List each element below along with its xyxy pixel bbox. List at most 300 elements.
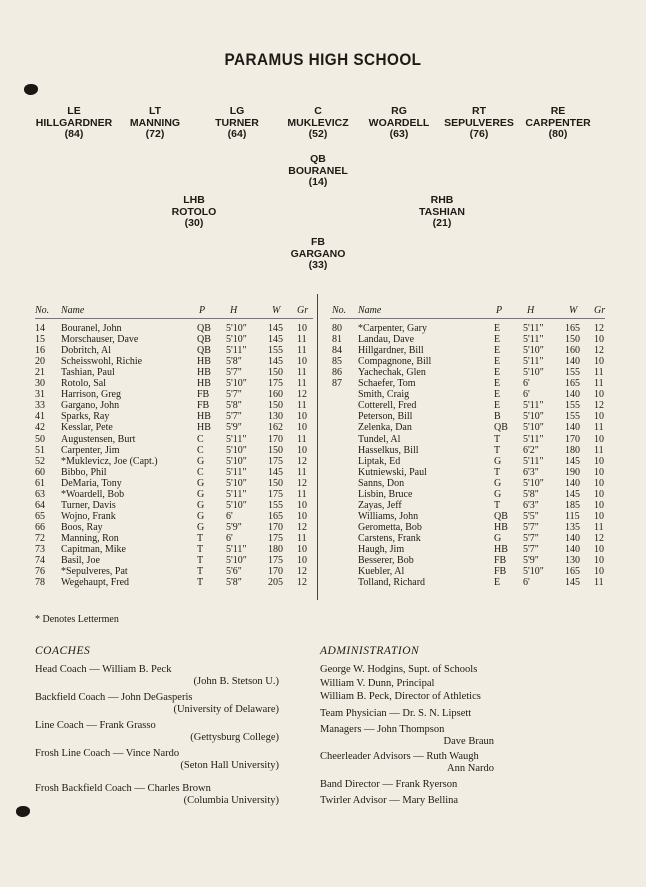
player-weight: 180	[268, 544, 283, 555]
administration-title: ADMINISTRATION	[320, 645, 420, 657]
position-label: RG	[391, 105, 407, 117]
player-name: Yachechak, Glen	[358, 367, 426, 379]
player-name: Cotterell, Fred	[358, 400, 417, 412]
player-position: HB	[197, 411, 211, 423]
player-name: Bouranel, John	[61, 323, 122, 334]
player-number: 86	[332, 367, 342, 379]
player-name: Wegehaupt, Fred	[61, 577, 130, 589]
player-position: G	[494, 532, 502, 544]
player-height: 5'10"	[523, 367, 544, 379]
player-number: 84	[332, 345, 342, 357]
lineup-fb	[270, 237, 366, 272]
player-position: HB	[197, 422, 211, 434]
header-h: H	[230, 305, 238, 316]
player-name: Boos, Ray	[61, 521, 103, 533]
binder-hole-top	[24, 84, 38, 95]
header-p: P	[496, 305, 503, 316]
player-weight: 155	[565, 400, 580, 412]
player-grade: 12	[297, 577, 307, 589]
player-grade: 10	[297, 444, 307, 456]
player-grade: 10	[594, 334, 604, 346]
player-grade: 10	[594, 433, 604, 445]
player-height: 6'	[523, 577, 530, 589]
player-grade: 12	[594, 400, 604, 412]
player-name: Gerometta, Bob	[358, 521, 422, 533]
lineup-rhb	[394, 195, 490, 230]
player-position: FB	[197, 389, 210, 401]
player-name: Kesslar, Pete	[61, 422, 113, 434]
player-height: 5'10"	[523, 411, 544, 423]
position-label: RE	[550, 105, 566, 117]
player-height: 5'7"	[226, 411, 242, 423]
player-name: Basil, Joe	[61, 555, 100, 567]
player-number: 78	[35, 577, 45, 589]
player-grade: 10	[594, 356, 604, 368]
player-number: (33)	[308, 259, 328, 271]
player-position: G	[494, 455, 502, 467]
player-number: (14)	[308, 176, 328, 188]
player-position: C	[197, 433, 204, 445]
player-name: Tolland, Richard	[358, 577, 426, 589]
player-name: Liptak, Ed	[358, 455, 401, 467]
player-height: 6'3"	[523, 499, 539, 511]
player-weight: 140	[565, 544, 580, 555]
player-grade: 11	[297, 345, 307, 357]
player-grade: 12	[297, 566, 307, 578]
coach-line: Head Coach — William B. Peck	[35, 664, 172, 675]
player-grade: 11	[594, 444, 604, 456]
player-number: 20	[35, 356, 45, 368]
player-grade: 11	[594, 378, 604, 390]
player-number: 81	[332, 334, 342, 346]
player-grade: 11	[297, 367, 307, 379]
player-height: 5'10"	[226, 323, 247, 334]
admin-sub: Dave Braun	[443, 736, 494, 747]
player-grade: 11	[297, 433, 307, 445]
player-weight: 145	[268, 334, 283, 346]
player-height: 5'11"	[523, 400, 544, 412]
header-name: Name	[61, 305, 85, 316]
player-number: (80)	[548, 128, 568, 140]
player-name: Wojno, Frank	[61, 510, 116, 522]
player-name: CARPENTER	[525, 116, 591, 129]
player-number: 73	[35, 544, 45, 555]
player-position: G	[197, 488, 205, 500]
player-height: 5'10"	[226, 555, 247, 567]
player-grade: 10	[594, 477, 604, 489]
player-weight: 130	[565, 555, 580, 567]
player-height: 5'10"	[226, 499, 247, 511]
player-grade: 10	[297, 411, 307, 423]
player-name: *Muklevicz, Joe (Capt.)	[61, 455, 158, 467]
player-height: 5'10"	[523, 345, 544, 357]
player-weight: 140	[565, 356, 580, 368]
player-weight: 115	[565, 510, 580, 522]
player-name: Sanns, Don	[358, 477, 405, 489]
header-w: W	[569, 305, 578, 316]
player-grade: 12	[594, 323, 604, 334]
player-weight: 175	[268, 455, 283, 467]
player-height: 5'7"	[523, 544, 539, 555]
player-name: *Sepulveres, Pat	[61, 566, 128, 578]
player-weight: 155	[268, 499, 283, 511]
player-grade: 10	[594, 488, 604, 500]
player-position: E	[494, 400, 501, 412]
player-position: E	[494, 367, 501, 379]
player-height: 5'11"	[523, 334, 544, 346]
player-height: 6'	[523, 378, 530, 390]
player-weight: 140	[565, 389, 580, 401]
player-grade: 10	[297, 544, 307, 555]
player-name: Gargano, John	[61, 400, 120, 412]
player-number: 63	[35, 488, 45, 500]
position-label: LE	[67, 105, 81, 117]
player-position: T	[197, 577, 204, 589]
player-grade: 11	[594, 367, 604, 379]
player-grade: 12	[594, 345, 604, 357]
player-number: (64)	[227, 128, 247, 140]
player-position: G	[197, 499, 205, 511]
player-name: Dobritch, Al	[61, 345, 111, 357]
player-position: T	[197, 555, 204, 567]
player-grade: 10	[297, 555, 307, 567]
player-name: Bibbo, Phil	[61, 466, 107, 478]
admin-line: Band Director — Frank Ryerson	[320, 779, 458, 790]
player-height: 5'8"	[523, 488, 539, 500]
player-weight: 175	[268, 488, 283, 500]
admin-line: William V. Dunn, Principal	[320, 678, 435, 689]
player-weight: 140	[565, 477, 580, 489]
player-position: HB	[197, 367, 211, 379]
player-weight: 150	[268, 477, 283, 489]
player-number: 16	[35, 345, 45, 357]
player-name: Morschauser, Dave	[61, 334, 139, 346]
player-name: Tashian, Paul	[61, 367, 115, 379]
player-weight: 150	[565, 334, 580, 346]
player-position: G	[494, 477, 502, 489]
player-height: 5'6"	[226, 566, 242, 578]
player-name: MUKLEVICZ	[287, 116, 349, 129]
player-number: 85	[332, 356, 342, 368]
player-height: 5'8"	[226, 577, 242, 589]
lineup-re	[510, 106, 606, 141]
player-weight: 190	[565, 466, 580, 478]
player-weight: 145	[268, 356, 283, 368]
player-weight: 175	[268, 378, 283, 390]
player-position: HB	[494, 544, 508, 555]
player-number: 31	[35, 389, 45, 401]
position-label: LHB	[183, 194, 205, 206]
player-grade: 11	[297, 334, 307, 346]
position-label: LT	[148, 105, 162, 117]
admin-line: Twirler Advisor — Mary Bellina	[320, 795, 459, 806]
player-position: G	[197, 510, 205, 522]
player-name: Smith, Craig	[358, 389, 410, 401]
admin-sub: Ann Nardo	[447, 763, 494, 774]
player-grade: 11	[594, 521, 604, 533]
player-number: (30)	[184, 217, 204, 229]
player-grade: 11	[594, 577, 604, 589]
admin-line: William B. Peck, Director of Athletics	[320, 691, 481, 702]
player-position: QB	[494, 422, 508, 434]
player-grade: 12	[594, 532, 604, 544]
player-weight: 170	[268, 433, 283, 445]
player-weight: 135	[565, 521, 580, 533]
player-name: *Carpenter, Gary	[358, 323, 428, 334]
player-position: E	[494, 356, 501, 368]
player-height: 5'10"	[226, 334, 247, 346]
coach-school: (Columbia University)	[183, 795, 279, 806]
player-position: QB	[494, 510, 508, 522]
letterman-note: * Denotes Lettermen	[35, 614, 119, 625]
player-weight: 175	[268, 555, 283, 567]
player-height: 5'10"	[226, 378, 247, 390]
header-rule-right	[330, 318, 605, 319]
player-grade: 12	[297, 477, 307, 489]
player-weight: 150	[268, 444, 283, 456]
player-weight: 170	[268, 566, 283, 578]
player-position: G	[494, 488, 502, 500]
player-grade: 10	[297, 356, 307, 368]
player-height: 6'2"	[523, 444, 539, 456]
header-gr: Gr	[297, 305, 309, 316]
player-number: (72)	[145, 128, 165, 140]
player-position: T	[494, 466, 501, 478]
player-height: 5'11"	[523, 433, 544, 445]
player-weight: 145	[565, 488, 580, 500]
player-grade: 10	[297, 422, 307, 434]
player-height: 6'	[523, 389, 530, 401]
position-label: QB	[310, 153, 326, 165]
player-position: QB	[197, 334, 211, 346]
player-name: BOURANEL	[288, 164, 348, 177]
player-name: TASHIAN	[419, 205, 465, 218]
player-height: 5'11"	[523, 356, 544, 368]
player-weight: 160	[565, 345, 580, 357]
coach-line: Line Coach — Frank Grasso	[35, 720, 156, 731]
position-label: C	[314, 105, 322, 117]
player-position: FB	[494, 566, 507, 578]
player-position: E	[494, 345, 501, 357]
player-weight: 150	[268, 400, 283, 412]
player-weight: 165	[565, 378, 580, 390]
player-weight: 165	[565, 566, 580, 578]
player-position: E	[494, 577, 501, 589]
player-name: Sparks, Ray	[61, 411, 110, 423]
player-weight: 165	[565, 323, 580, 334]
player-number: 74	[35, 555, 45, 567]
player-weight: 160	[268, 389, 283, 401]
player-name: DeMaria, Tony	[61, 477, 122, 489]
player-name: *Woardell, Bob	[61, 488, 125, 500]
player-name: Hasselkus, Bill	[358, 444, 419, 456]
player-weight: 170	[268, 521, 283, 533]
player-height: 5'10"	[226, 444, 247, 456]
player-weight: 145	[268, 466, 283, 478]
player-height: 5'5"	[523, 510, 539, 522]
coach-school: (Seton Hall University)	[180, 760, 279, 771]
player-number: 66	[35, 521, 45, 533]
player-name: MANNING	[129, 116, 181, 129]
player-height: 6'	[226, 510, 233, 522]
player-name: Lisbin, Bruce	[358, 488, 413, 500]
player-weight: 140	[565, 532, 580, 544]
player-weight: 155	[565, 411, 580, 423]
player-position: C	[197, 444, 204, 456]
player-weight: 175	[268, 532, 283, 544]
player-number: 14	[35, 323, 45, 334]
player-name: Haugh, Jim	[358, 544, 405, 555]
player-position: T	[494, 444, 501, 456]
player-weight: 180	[565, 444, 580, 456]
player-weight: 145	[565, 577, 580, 589]
player-number: 50	[35, 433, 45, 445]
player-weight: 165	[268, 510, 283, 522]
coach-line: Backfield Coach — John DeGasperis	[35, 692, 193, 703]
player-grade: 10	[594, 510, 604, 522]
player-height: 5'8"	[226, 400, 242, 412]
player-position: T	[197, 532, 204, 544]
player-height: 5'10"	[523, 422, 544, 434]
player-number: 80	[332, 323, 342, 334]
player-number: 72	[35, 532, 45, 544]
player-position: T	[197, 544, 204, 555]
player-number: 61	[35, 477, 45, 489]
player-name: Manning, Ron	[61, 532, 119, 544]
player-height: 5'11"	[226, 345, 247, 357]
player-height: 5'9"	[226, 521, 242, 533]
player-height: 5'7"	[226, 389, 242, 401]
player-position: G	[197, 455, 205, 467]
player-number: 15	[35, 334, 45, 346]
coach-line: Frosh Backfield Coach — Charles Brown	[35, 783, 211, 794]
player-height: 5'9"	[523, 555, 539, 567]
player-weight: 185	[565, 499, 580, 511]
player-position: G	[197, 477, 205, 489]
player-name: ROTOLO	[171, 205, 217, 218]
player-height: 5'11"	[226, 466, 247, 478]
player-grade: 11	[297, 400, 307, 412]
player-grade: 12	[297, 455, 307, 467]
player-weight: 150	[268, 367, 283, 379]
player-name: Zayas, Jeff	[358, 499, 402, 511]
column-divider	[317, 294, 318, 600]
player-height: 5'11"	[226, 488, 247, 500]
player-position: E	[494, 378, 501, 390]
player-name: Kuebler, Al	[358, 566, 405, 578]
player-name: Capitman, Mike	[61, 544, 126, 555]
player-height: 5'11"	[226, 433, 247, 445]
player-grade: 10	[297, 510, 307, 522]
player-name: Compagnone, Bill	[358, 356, 432, 368]
player-position: B	[494, 411, 501, 423]
player-weight: 205	[268, 577, 283, 589]
player-number: (63)	[389, 128, 409, 140]
player-grade: 10	[297, 499, 307, 511]
player-name: Tundel, Al	[358, 433, 401, 445]
player-number: 76	[35, 566, 45, 578]
binder-hole-bottom	[16, 806, 30, 817]
player-position: C	[197, 466, 204, 478]
player-weight: 170	[565, 433, 580, 445]
player-number: (76)	[469, 128, 489, 140]
player-grade: 10	[594, 389, 604, 401]
player-grade: 10	[594, 555, 604, 567]
header-no: No.	[332, 305, 347, 316]
player-name: Harrison, Greg	[61, 389, 121, 401]
player-name: Turner, Davis	[61, 499, 116, 511]
player-height: 5'10"	[226, 477, 247, 489]
player-name: Peterson, Bill	[358, 411, 413, 423]
position-label: RHB	[430, 194, 454, 206]
coach-line: Frosh Line Coach — Vince Nardo	[35, 748, 180, 759]
page-title: PARAMUS HIGH SCHOOL	[224, 50, 422, 69]
player-height: 5'9"	[226, 422, 242, 434]
player-name: Besserer, Bob	[358, 555, 414, 567]
coach-school: (University of Delaware)	[173, 704, 279, 715]
player-number: 21	[35, 367, 45, 379]
player-height: 5'8"	[226, 356, 242, 368]
player-name: Augustensen, Burt	[61, 433, 136, 445]
player-number: 65	[35, 510, 45, 522]
player-position: G	[197, 521, 205, 533]
player-name: Williams, John	[358, 510, 419, 522]
player-height: 5'10"	[523, 477, 544, 489]
player-grade: 10	[594, 466, 604, 478]
player-grade: 11	[297, 466, 307, 478]
player-height: 5'7"	[523, 532, 539, 544]
header-gr: Gr	[594, 305, 606, 316]
player-weight: 155	[268, 345, 283, 357]
player-number: (84)	[64, 128, 84, 140]
player-number: 33	[35, 400, 45, 412]
player-weight: 162	[268, 422, 283, 434]
player-height: 5'11"	[523, 323, 544, 334]
player-grade: 10	[594, 455, 604, 467]
player-number: 41	[35, 411, 45, 423]
position-label: RT	[472, 105, 486, 117]
player-grade: 11	[297, 532, 307, 544]
coaches-title: COACHES	[35, 645, 91, 657]
player-grade: 11	[594, 422, 604, 434]
player-number: (21)	[432, 217, 452, 229]
player-name: Scheisswohl, Richie	[61, 356, 143, 368]
player-grade: 10	[594, 544, 604, 555]
header-rule-left	[35, 318, 313, 319]
lineup-lhb	[146, 195, 242, 230]
player-position: E	[494, 389, 501, 401]
player-weight: 145	[565, 455, 580, 467]
player-weight: 140	[565, 422, 580, 434]
player-weight: 145	[268, 323, 283, 334]
player-name: Landau, Dave	[358, 334, 415, 346]
admin-line: Cheerleader Advisors — Ruth Waugh	[320, 751, 479, 762]
player-weight: 155	[565, 367, 580, 379]
player-number: 87	[332, 378, 342, 390]
player-position: T	[494, 499, 501, 511]
player-name: Kutniewski, Paul	[358, 466, 427, 478]
player-number: 52	[35, 455, 45, 467]
player-height: 6'3"	[523, 466, 539, 478]
player-name: TURNER	[215, 116, 259, 129]
coach-school: (Gettysburg College)	[190, 732, 279, 743]
player-height: 5'7"	[523, 521, 539, 533]
player-position: HB	[197, 378, 211, 390]
player-height: 5'11"	[226, 544, 247, 555]
player-position: T	[494, 433, 501, 445]
player-grade: 10	[594, 566, 604, 578]
player-name: Rotolo, Sal	[61, 378, 107, 390]
